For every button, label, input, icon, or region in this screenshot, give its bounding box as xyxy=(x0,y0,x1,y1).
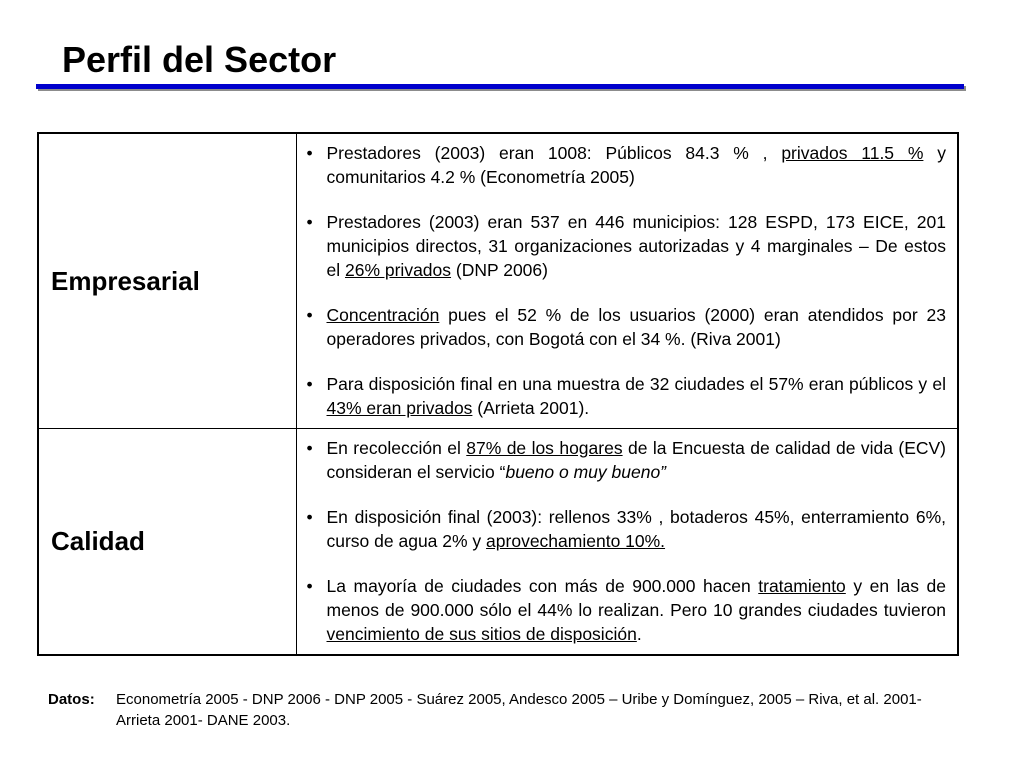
underlined-text: aprovechamiento 10%. xyxy=(486,531,666,551)
bullet-list-calidad xyxy=(307,436,947,646)
bullet-text: . xyxy=(636,624,642,644)
bullet-text: pues el 52 % de los usuarios (2000) eran atendidos por 23 operadores privados, con Bogotá con el 34 %. (Riva 2001) xyxy=(326,305,946,349)
underlined-text: Concentración xyxy=(326,305,440,325)
row-content-calidad xyxy=(296,429,958,656)
bullet-item xyxy=(307,303,947,351)
underlined-text: 43% eran privados xyxy=(326,398,473,418)
row-content-empresarial xyxy=(296,133,958,429)
underlined-text: 26% privados xyxy=(344,260,452,280)
bullet-item xyxy=(307,372,947,420)
bullet-text: de la Encuesta de calidad de vida (ECV) consideran el servicio “ xyxy=(326,438,947,482)
bullet-text: Prestadores (2003) eran 1008: Públicos 84.3 % , xyxy=(326,143,782,163)
bullet-text: Para disposición final en una muestra de 32 ciudades el 57% eran públicos y el xyxy=(326,374,946,394)
sector-profile-table xyxy=(37,132,959,656)
italic-text: bueno o muy bueno” xyxy=(505,462,667,482)
bullet-text: En recolección el xyxy=(326,438,467,458)
title-underline-rule xyxy=(36,84,964,89)
underlined-text: privados 11.5 % xyxy=(781,143,924,163)
table-row-empresarial xyxy=(38,133,958,429)
bullet-item xyxy=(307,574,947,646)
underlined-text: vencimiento de sus sitios de disposición xyxy=(326,624,637,644)
bullet-text: En disposición final (2003): rellenos 33% , botaderos 45%, enterramiento 6%, curso de agua 2% y xyxy=(326,507,946,551)
bullet-text: (DNP 2006) xyxy=(451,260,548,280)
sources-label-colon: : xyxy=(89,691,95,708)
underlined-text: tratamiento xyxy=(758,576,846,596)
bullet-text: y en las de menos de 900.000 sólo el 44% lo realizan. Pero 10 grandes ciudades tuvieron xyxy=(326,576,947,620)
sources-label-text: Datos xyxy=(48,691,90,708)
row-label-calidad: Calidad xyxy=(38,429,296,656)
slide-title: Perfil del Sector xyxy=(62,39,337,80)
data-sources xyxy=(48,689,958,731)
table-row-calidad xyxy=(38,429,958,656)
bullet-item xyxy=(307,141,947,189)
bullet-item xyxy=(307,210,947,282)
bullet-text: (Arrieta 2001). xyxy=(472,398,590,418)
bullet-item xyxy=(307,436,947,484)
bullet-text: y comunitarios 4.2 % (Econometría 2005) xyxy=(326,143,946,187)
sources-label xyxy=(48,689,116,731)
bullet-item xyxy=(307,505,947,553)
bullet-text: Prestadores (2003) eran 537 en 446 municipios: 128 ESPD, 173 EICE, 201 municipios directos, 31 organizaciones autorizadas y 4 marginales – De estos el xyxy=(326,212,946,280)
underlined-text: 87% de los hogares xyxy=(466,438,623,458)
row-label-empresarial: Empresarial xyxy=(38,133,296,429)
bullet-text: La mayoría de ciudades con más de 900.000 hacen xyxy=(326,576,759,596)
sources-text: Econometría 2005 - DNP 2006 - DNP 2005 - Suárez 2005, Andesco 2005 – Uribe y Domínguez, 2005 – Riva, et al. 2001- Arrieta 2001- DANE 2003. xyxy=(116,691,922,729)
bullet-list-empresarial xyxy=(307,141,947,420)
